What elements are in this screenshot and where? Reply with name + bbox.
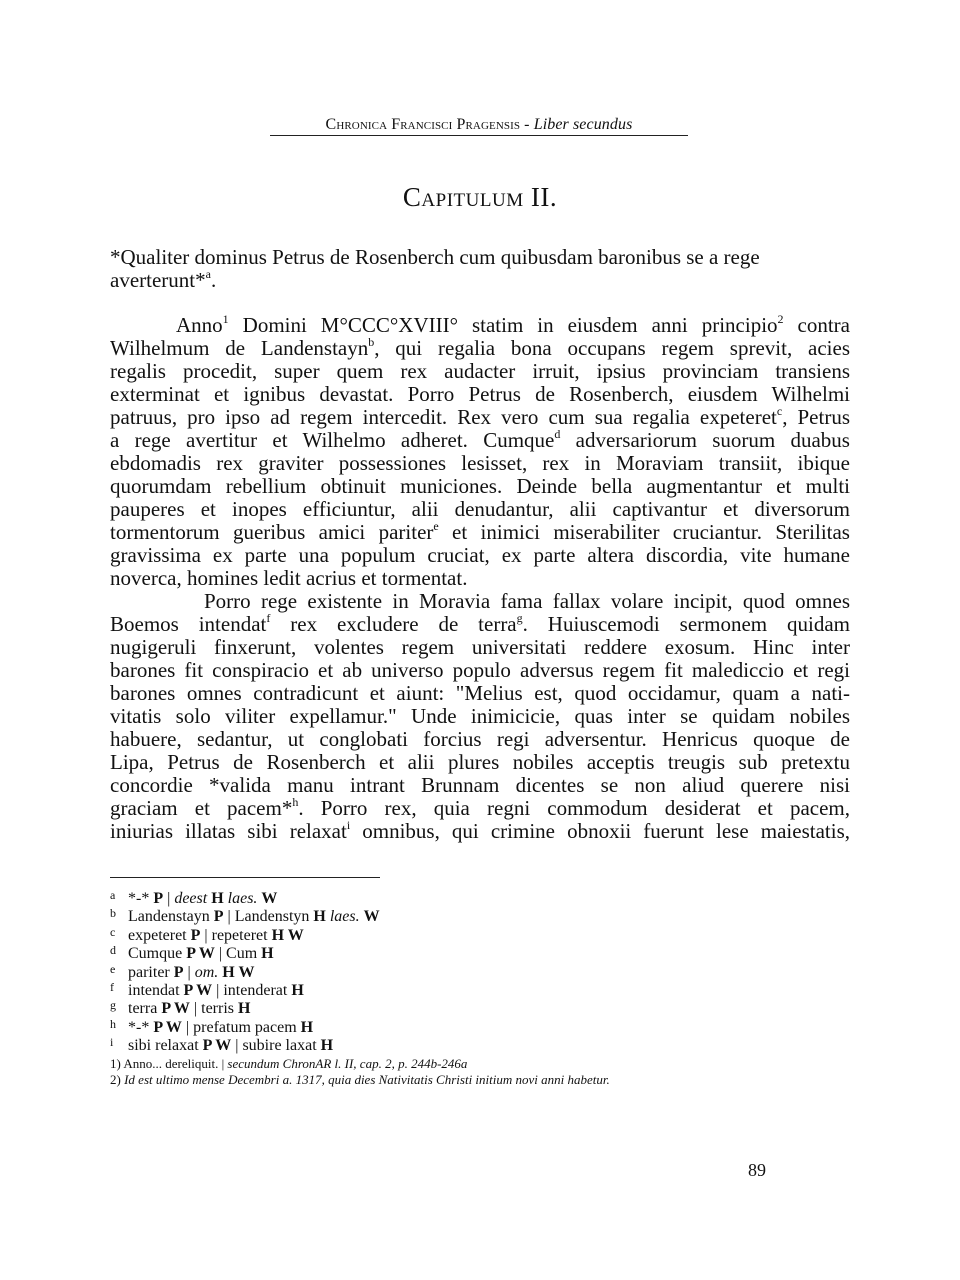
text-line: [110, 797, 850, 820]
text-line: [110, 360, 850, 383]
apparatus-mark: b: [110, 906, 116, 921]
text-line: [110, 521, 850, 544]
main-text: [110, 314, 850, 843]
text-line: [110, 774, 850, 797]
note-fragment: laes.: [329, 908, 360, 926]
apparatus-entry: [110, 1015, 710, 1036]
text-fragment: concordie *valida manu intrant Brunnam dicentes se non aliud querere nisi: [110, 773, 850, 797]
apparatus-mark: g: [110, 998, 116, 1013]
note-fragment: | Landenstyn: [223, 908, 314, 926]
text-fragment: . Porro rex, quia regni commodum desiderat et pacem,: [298, 796, 851, 820]
apparatus-mark: h: [110, 1016, 116, 1031]
note-fragment: P W: [183, 981, 213, 999]
text-line: [110, 475, 850, 498]
note-fragment: H W: [222, 963, 255, 981]
note-fragment: om.: [194, 963, 219, 981]
note-fragment: *-*: [128, 1018, 154, 1036]
note-fragment: expeteret: [128, 926, 191, 944]
footnote-mark: d: [554, 427, 561, 441]
text-fragment: Boemos intendat: [110, 612, 267, 636]
text-fragment: iniurias illatas sibi relaxat: [110, 819, 347, 843]
note-fragment: | Cum: [214, 945, 262, 963]
note-fragment: P W: [186, 945, 215, 963]
note-fragment: deest: [174, 890, 208, 907]
running-head-title: Chronica Francisci Pragensis: [325, 116, 521, 133]
apparatus-entry: [110, 978, 710, 999]
apparatus-mark: a: [110, 888, 116, 902]
note-fragment: *-*: [128, 890, 154, 907]
text-line: [110, 429, 850, 452]
text-line: [110, 636, 850, 659]
text-line: [110, 820, 850, 843]
apparatus-mark: i: [110, 1035, 114, 1050]
footnote-mark: e: [433, 519, 439, 533]
text-fragment: barones omnes contradicunt et aiunt: "Melius est, quod occidamur, quam a nati-: [110, 681, 850, 705]
text-fragment: graciam et pacem*: [110, 796, 293, 820]
text-fragment: nugigeruli finxerunt, volentes regem universitati reddere exosum. Hinc inter: [110, 635, 850, 659]
note-fragment: Cumque: [128, 945, 187, 963]
apparatus-mark: e: [110, 961, 116, 976]
note-fragment: terra: [128, 1000, 162, 1018]
note-fragment: P W: [153, 1018, 182, 1036]
text-line: [110, 590, 850, 613]
note-fragment: | terris: [189, 1000, 238, 1018]
chapter-title: Capitulum II.: [402, 182, 558, 212]
page-number: 89: [748, 1160, 766, 1180]
note-fragment: W: [363, 908, 380, 926]
text-line: [110, 567, 850, 590]
apparatus-entry: [110, 960, 710, 981]
apparatus-entry: [110, 941, 710, 963]
note-fragment: H: [313, 908, 326, 926]
footnote-mark: f: [266, 611, 271, 625]
text-line: [110, 383, 850, 406]
source-note: [110, 1056, 730, 1072]
apparatus-entry: [110, 923, 710, 944]
note-fragment: | prefatum pacem: [181, 1018, 301, 1036]
note-fragment: 1) Anno... dereliquit. |: [110, 1056, 228, 1071]
text-fragment: Lipa, Petrus de Rosenberch et alii plures nobiles acceptis treugis sub pretextu: [110, 750, 850, 774]
text-fragment: Porro rege existente in Moravia fama fallax volare incipit, quod omnes: [204, 589, 850, 613]
note-fragment: H: [211, 890, 224, 907]
text-fragment: habuere, sedantur, ut conglobati forcius regi adversentur. Henricus quoque de: [110, 727, 850, 751]
note-fragment: H: [291, 981, 304, 999]
text-fragment: ebdomadis rex graviter possessiones lesisset, rex in Moraviam transiit, ibique: [110, 451, 850, 475]
footnote-mark: c: [776, 404, 783, 418]
note-fragment: W: [261, 890, 278, 907]
text-line: [110, 314, 850, 337]
note-fragment: H W: [271, 926, 304, 944]
note-fragment: P: [213, 908, 224, 926]
summary-line-2-text: averterunt*: [110, 268, 206, 292]
chapter-summary: [110, 246, 850, 292]
text-fragment: Domini M°CCC°XVIII° statim in eiusdem anni principio: [228, 313, 778, 337]
note-fragment: sibi relaxat: [128, 1037, 203, 1055]
text-fragment: adversariorum suorum duabus: [560, 428, 850, 452]
note-fragment: H: [300, 1018, 314, 1036]
note-fragment: | intenderat: [212, 981, 292, 999]
note-fragment: intendat: [128, 981, 184, 999]
note-fragment: Id est ultimo mense Decembri a. 1317, quia dies Nativitatis Christi initium novi anni habetur.: [124, 1072, 610, 1087]
text-line: [110, 705, 850, 728]
summary-line-1: *Qualiter dominus Petrus de Rosenberch cum quibusdam baronibus se a rege: [110, 245, 760, 269]
note-fragment: P W: [161, 1000, 190, 1018]
text-fragment: et inimici miserabiliter cruciantur. Sterilitas: [438, 520, 850, 544]
text-line: [110, 728, 850, 751]
text-line: [110, 544, 850, 567]
text-fragment: tormentorum gueribus amici pariter: [110, 520, 434, 544]
footnote-mark: g: [516, 611, 523, 625]
text-line: [110, 452, 850, 475]
note-fragment: H: [261, 945, 274, 963]
text-fragment: rex excludere de terra: [270, 612, 517, 636]
apparatus-entry: [110, 886, 710, 907]
text-line: [110, 498, 850, 521]
text-line: [110, 337, 850, 360]
footnote-mark: i: [346, 818, 351, 832]
text-line: [110, 751, 850, 774]
note-fragment: H: [320, 1037, 334, 1055]
text-fragment: noverca, homines ledit acrius et tormentat.: [110, 566, 468, 590]
footnote-divider: [110, 877, 380, 878]
note-fragment: | repeteret: [200, 926, 272, 944]
note-fragment: |: [183, 963, 195, 981]
text-line: [110, 659, 850, 682]
summary-footnote-mark: a: [205, 267, 211, 281]
text-fragment: exterminat et ignibus devastat. Porro Petrus de Rosenberch, eiusdem Wilhelmi: [110, 382, 850, 406]
note-fragment: | subire laxat: [231, 1037, 321, 1055]
note-fragment: Landenstayn: [128, 908, 214, 926]
apparatus-mark: f: [110, 979, 114, 994]
text-line: [110, 682, 850, 705]
note-fragment: P: [173, 963, 184, 981]
text-fragment: a rege avertitur et Wilhelmo adheret. Cumque: [110, 428, 555, 452]
text-fragment: Wilhelmum de Landenstayn: [110, 336, 369, 360]
apparatus-entry: [110, 904, 710, 926]
apparatus-entry: [110, 996, 710, 1018]
text-fragment: omnibus, qui crimine obnoxii fuerunt lese maiestatis,: [350, 819, 850, 843]
source-notes: [110, 1056, 730, 1088]
running-head-book: Liber secundus: [533, 116, 633, 133]
text-fragment: barones fit conspiracio et ab universo populo adversus regem fit malediccio et regi: [110, 658, 850, 682]
apparatus-mark: d: [110, 943, 116, 958]
note-fragment: laes.: [227, 890, 258, 907]
text-fragment: , Petrus: [782, 405, 851, 429]
note-fragment: pariter: [128, 963, 174, 981]
text-fragment: gravissima ex parte una populum cruciat, ex parte altera discordia, vite humane: [110, 543, 850, 567]
summary-line-2-end: .: [210, 268, 217, 292]
text-fragment: quorumdam rebellium obtinuit municiones. Deinde bella augmentantur et multi: [110, 474, 850, 498]
critical-apparatus: [110, 886, 710, 1055]
text-fragment: contra: [783, 313, 850, 337]
text-fragment: Anno: [176, 313, 223, 337]
footnote-mark: h: [292, 795, 299, 809]
note-fragment: P: [190, 926, 201, 944]
source-note: [110, 1072, 730, 1088]
text-fragment: pauperes et inopes efficiuntur, alii denudantur, alii captivantur et diversorum: [110, 497, 850, 521]
footnote-mark: 2: [777, 312, 784, 326]
text-line: [110, 406, 850, 429]
running-head-separator: -: [520, 116, 534, 133]
running-head: [270, 116, 688, 136]
footnote-mark: 1: [222, 312, 229, 326]
note-fragment: P: [153, 890, 164, 907]
note-fragment: 2): [110, 1072, 125, 1087]
footnote-mark: b: [368, 335, 375, 349]
note-fragment: P W: [202, 1037, 232, 1055]
apparatus-mark: c: [110, 924, 116, 939]
text-fragment: . Huiuscemodi sermonem quidam: [522, 612, 850, 636]
note-fragment: H: [238, 1000, 251, 1018]
summary-line-2: [110, 269, 850, 292]
apparatus-entry: [110, 1033, 710, 1055]
text-fragment: vitatis solo viliter expellamur." Unde inimicicie, quas inter se quidam nobiles: [110, 704, 850, 728]
note-fragment: |: [163, 890, 175, 907]
text-line: [110, 613, 850, 636]
text-fragment: regalis procedit, super quem rex audacter irruit, ipsius provinciam transiens: [110, 359, 850, 383]
text-fragment: patruus, pro ipso ad regem intercedit. Rex vero cum sua regalia expeteret: [110, 405, 777, 429]
text-fragment: , qui regalia bona occupans regem sprevit, acies: [374, 336, 850, 360]
note-fragment: secundum ChronAR l. II, cap. 2, p. 244b-246a: [227, 1056, 468, 1071]
